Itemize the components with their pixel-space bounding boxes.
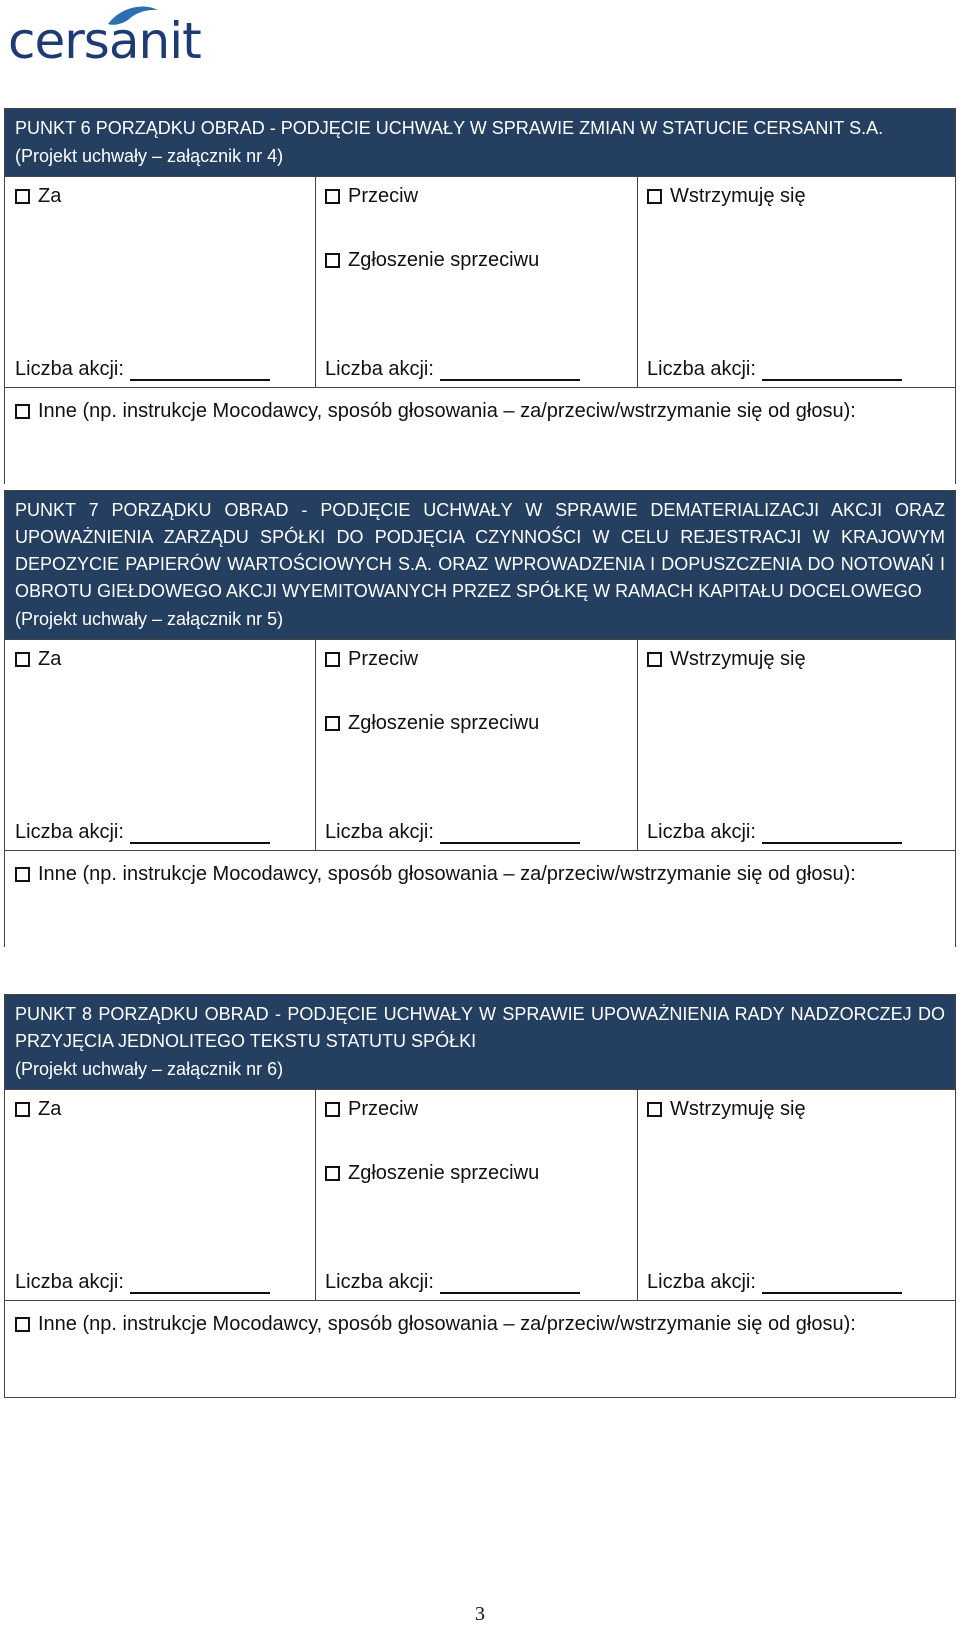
vote-za-option[interactable]: Za [15,1098,61,1121]
checkbox-icon[interactable] [647,1102,662,1117]
company-logo [8,2,248,74]
section-title: PUNKT 7 PORZĄDKU OBRAD - PODJĘCIE UCHWAŁY W SPRAWIE DEMATERIALIZACJI AKCJI ORAZ UPOWAŻNIENIA ZARZĄDU SPÓŁKI DO PODJĘCIA CZYNNOŚCI W CELU REJESTRACJI W KRAJOWYM DEPOZYCIE PAPIERÓW WARTOŚCIOWYCH S.A. ORAZ WPROWADZENIA I DOPUSZCZENIA DO NOTOWAŃ I OBROTU GIEŁDOWEGO AKCJI WYEMITOWANYCH PRZEZ SPÓŁKĘ W RAMACH KAPITAŁU DOCELOWEGO [15,500,945,601]
checkbox-icon[interactable] [15,867,30,882]
section-header [5,109,955,176]
page-number: 3 [475,1603,485,1625]
checkbox-icon[interactable] [15,1317,30,1332]
checkbox-icon[interactable] [325,189,340,204]
blank-line[interactable] [130,359,270,381]
section-title: PUNKT 6 PORZĄDKU OBRAD - PODJĘCIE UCHWAŁY W SPRAWIE ZMIAN W STATUCIE CERSANIT S.A. [15,118,884,138]
other-option[interactable]: Inne (np. instrukcje Mocodawcy, sposób głosowania – za/przeciw/wstrzymanie się od głosu): [15,863,856,886]
section-title: PUNKT 8 PORZĄDKU OBRAD - PODJĘCIE UCHWAŁY W SPRAWIE UPOWAŻNIENIA RADY NADZORCZEJ DO PRZYJĘCIA JEDNOLITEGO TEKSTU STATUTU SPÓŁKI [15,1004,945,1051]
section-subtitle: (Projekt uchwały – załącznik nr 5) [15,609,284,629]
vote-przeciw-option[interactable]: Przeciw [325,648,418,671]
share-count-field[interactable]: Liczba akcji: [325,821,580,844]
blank-line[interactable] [762,359,902,381]
vote-za-option[interactable]: Za [15,648,61,671]
share-count-field[interactable]: Liczba akcji: [15,1271,270,1294]
share-count-field[interactable]: Liczba akcji: [325,1271,580,1294]
logo-wordmark: cersanit [8,12,201,70]
share-count-field[interactable]: Liczba akcji: [15,821,270,844]
other-option[interactable]: Inne (np. instrukcje Mocodawcy, sposób głosowania – za/przeciw/wstrzymanie się od głosu): [15,400,856,423]
vote-abstain-option[interactable]: Wstrzymuję się [647,185,806,208]
share-count-field[interactable]: Liczba akcji: [325,358,580,381]
blank-line[interactable] [762,822,902,844]
checkbox-icon[interactable] [647,189,662,204]
checkbox-icon[interactable] [15,652,30,667]
objection-option[interactable]: Zgłoszenie sprzeciwu [325,1162,539,1185]
checkbox-icon[interactable] [15,1102,30,1117]
share-count-field[interactable]: Liczba akcji: [647,358,902,381]
blank-line[interactable] [440,359,580,381]
vote-abstain-option[interactable]: Wstrzymuję się [647,1098,806,1121]
section-subtitle: (Projekt uchwały – załącznik nr 6) [15,1059,284,1079]
section-header [5,491,955,639]
checkbox-icon[interactable] [325,253,340,268]
vote-abstain-option[interactable]: Wstrzymuję się [647,648,806,671]
agenda-item-7 [4,490,956,947]
section-subtitle: (Projekt uchwały – załącznik nr 4) [15,146,284,166]
checkbox-icon[interactable] [15,189,30,204]
blank-line[interactable] [130,1272,270,1294]
checkbox-icon[interactable] [325,652,340,667]
vote-przeciw-option[interactable]: Przeciw [325,185,418,208]
vote-options [5,639,955,850]
vote-przeciw-option[interactable]: Przeciw [325,1098,418,1121]
checkbox-icon[interactable] [647,652,662,667]
blank-line[interactable] [440,1272,580,1294]
vote-options [5,176,955,387]
section-header [5,995,955,1089]
checkbox-icon[interactable] [325,716,340,731]
objection-option[interactable]: Zgłoszenie sprzeciwu [325,712,539,735]
checkbox-icon[interactable] [325,1102,340,1117]
share-count-field[interactable]: Liczba akcji: [647,821,902,844]
share-count-field[interactable]: Liczba akcji: [15,358,270,381]
blank-line[interactable] [130,822,270,844]
other-instructions [5,850,955,947]
vote-za-option[interactable]: Za [15,185,61,208]
vote-options [5,1089,955,1300]
objection-option[interactable]: Zgłoszenie sprzeciwu [325,249,539,272]
checkbox-icon[interactable] [15,404,30,419]
blank-line[interactable] [440,822,580,844]
other-option[interactable]: Inne (np. instrukcje Mocodawcy, sposób głosowania – za/przeciw/wstrzymanie się od głosu): [15,1313,856,1336]
agenda-item-6 [4,108,956,484]
other-instructions [5,387,955,484]
blank-line[interactable] [762,1272,902,1294]
agenda-item-8 [4,994,956,1398]
share-count-field[interactable]: Liczba akcji: [647,1271,902,1294]
other-instructions [5,1300,955,1397]
checkbox-icon[interactable] [325,1166,340,1181]
